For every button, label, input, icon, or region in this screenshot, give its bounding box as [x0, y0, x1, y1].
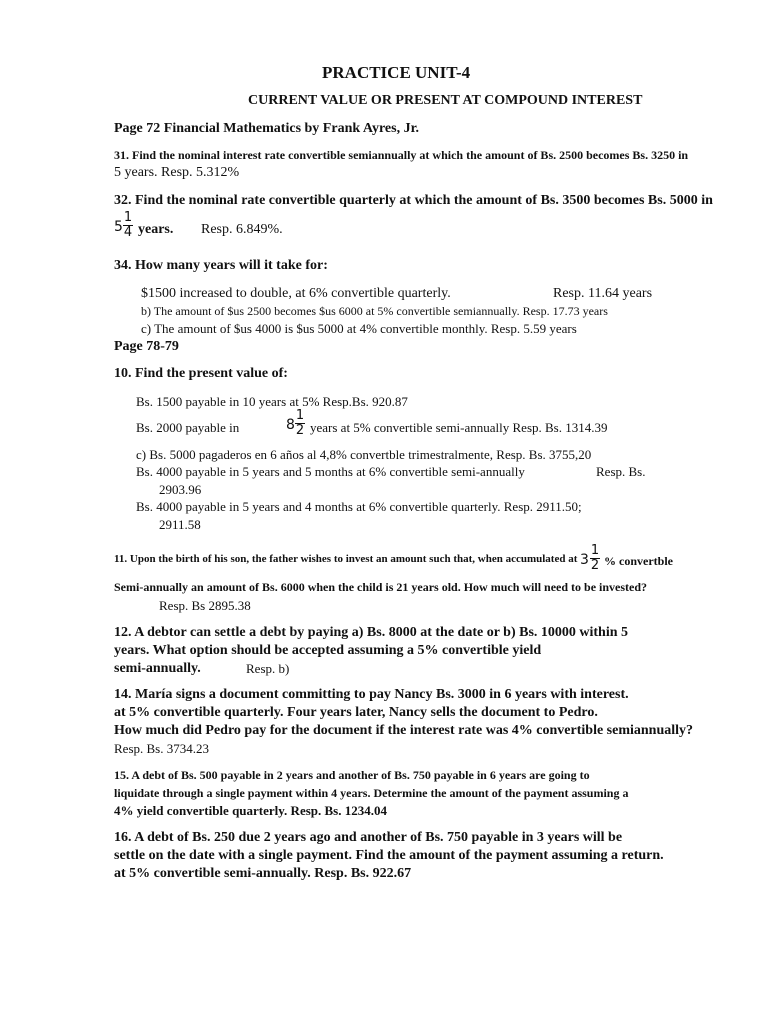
problem-11-line2: Semi-annually an amount of Bs. 6000 when the child is 21 years old. How much will need to be invested?: [114, 580, 648, 594]
problem-16-line2: settle on the date with a single payment. Find the amount of the payment assuming a return.: [114, 848, 664, 863]
problem-10-e-line2: 2911.58: [159, 517, 201, 532]
problem-16-line3: at 5% convertible semi-annually. Resp. Bs. 922.67: [114, 866, 412, 881]
problem-34-b: b) The amount of $us 2500 becomes $us 6000 at 5% convertible semiannually. Resp. 17.73 years: [141, 304, 608, 318]
problem-12-line2: years. What option should be accepted assuming a 5% convertible yield: [114, 643, 542, 658]
problem-12-line1: 12. A debtor can settle a debt by paying a) Bs. 8000 at the date or b) Bs. 10000 within 5: [114, 625, 629, 640]
problem-10-d-answer: Resp. Bs.: [596, 464, 646, 479]
problem-14-line2: at 5% convertible quarterly. Four years later, Nancy sells the document to Pedro.: [114, 705, 598, 720]
problem-11-rate: % convertble: [604, 554, 673, 568]
problem-12-line3: semi-annually.: [114, 661, 201, 676]
problem-10-b-suffix: years at 5% convertible semi-annually Resp. Bs. 1314.39: [310, 420, 608, 435]
problem-14-line1: 14. María signs a document committing to pay Nancy Bs. 3000 in 6 years with interest.: [114, 687, 629, 702]
problem-32-line1: 32. Find the nominal rate convertible quarterly at which the amount of Bs. 3500 becomes Bs. 5000 in: [114, 193, 713, 208]
problem-11-line1: 11. Upon the birth of his son, the father wishes to invest an amount such that, when accumulated at: [114, 553, 578, 565]
problem-32-mixed-whole: 5: [114, 219, 123, 235]
problem-32-answer: Resp. 6.849%.: [201, 222, 283, 237]
fraction-numerator: 1: [590, 543, 600, 558]
problem-34-c: c) The amount of $us 4000 is $us 5000 at 4% convertible monthly. Resp. 5.59 years: [141, 321, 577, 336]
fraction-denominator: 4: [123, 225, 133, 240]
problem-10-c: c) Bs. 5000 pagaderos en 6 años al 4,8% convertble trimestralmente, Resp. Bs. 3755,20: [136, 447, 592, 462]
source-reference: Page 72 Financial Mathematics by Frank Ayres, Jr.: [114, 121, 419, 136]
problem-10-question: 10. Find the present value of:: [114, 366, 288, 381]
problem-10-e-line1: Bs. 4000 payable in 5 years and 4 months at 6% convertible quarterly. Resp. 2911.50;: [136, 499, 582, 514]
problem-10-d-line1: Bs. 4000 payable in 5 years and 5 months at 6% convertible semi-annually: [136, 464, 525, 479]
page-subtitle: CURRENT VALUE OR PRESENT AT COMPOUND INTEREST: [248, 93, 643, 108]
fraction-numerator: 1: [123, 210, 133, 225]
problem-34-a-answer: Resp. 11.64 years: [553, 286, 653, 301]
problem-10-a: Bs. 1500 payable in 10 years at 5% Resp.Bs. 920.87: [136, 394, 408, 409]
problem-34-question: 34. How many years will it take for:: [114, 258, 328, 273]
fraction-numerator: 1: [295, 408, 305, 423]
problem-10-d-line2: 2903.96: [159, 482, 202, 497]
pages-reference: Page 78-79: [114, 339, 179, 354]
problem-31-line2: 5 years. Resp. 5.312%: [114, 165, 240, 180]
problem-15-line3: 4% yield convertible quarterly. Resp. Bs. 1234.04: [114, 803, 387, 818]
problem-11-fraction: [590, 544, 600, 573]
problem-31-line1: 31. Find the nominal interest rate convertible semiannually at which the amount of Bs. 2500 becomes Bs. 3250 in: [114, 148, 689, 162]
problem-32-fraction: [123, 211, 133, 240]
problem-34-a: $1500 increased to double, at 6% convertible quarterly.: [141, 286, 451, 301]
problem-16-line1: 16. A debt of Bs. 250 due 2 years ago and another of Bs. 750 payable in 3 years will be: [114, 830, 623, 845]
problem-14-line3: How much did Pedro pay for the document if the interest rate was 4% convertible semiannually?: [114, 723, 694, 738]
fraction-denominator: 2: [295, 423, 305, 438]
problem-14-answer: Resp. Bs. 3734.23: [114, 741, 209, 756]
problem-10-b-fraction: [295, 409, 305, 438]
problem-32-years: years.: [138, 222, 174, 237]
problem-12-answer: Resp. b): [246, 661, 290, 676]
problem-15-line1: 15. A debt of Bs. 500 payable in 2 years and another of Bs. 750 payable in 6 years are going to: [114, 768, 590, 782]
problem-10-b-prefix: Bs. 2000 payable in: [136, 420, 240, 435]
page-title: PRACTICE UNIT-4: [322, 63, 471, 82]
problem-11-answer: Resp. Bs 2895.38: [159, 598, 251, 613]
problem-11-mixed-whole: 3: [580, 552, 589, 568]
problem-10-b-mixed-whole: 8: [286, 417, 295, 433]
fraction-denominator: 2: [590, 558, 600, 573]
problem-15-line2: liquidate through a single payment within 4 years. Determine the amount of the payment assuming a: [114, 786, 629, 800]
